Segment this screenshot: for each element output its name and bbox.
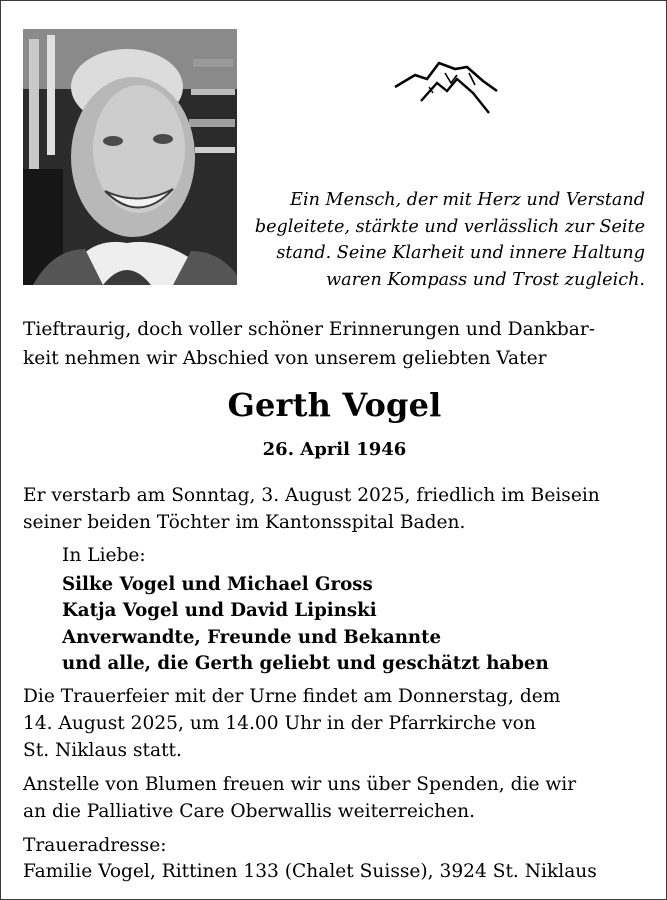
mourners-heading: In Liebe: <box>62 545 146 566</box>
intro-line: Tieftraurig, doch voller schöner Erinnerungen und Dankbar- <box>23 319 596 340</box>
deceased-name: Gerth Vogel <box>227 386 442 424</box>
funeral-line: Die Trauerfeier mit der Urne findet am Donnerstag, dem <box>23 686 561 707</box>
mourner-name: und alle, die Gerth geliebt und geschätzt haben <box>62 653 549 674</box>
funeral-line: St. Niklaus statt. <box>23 740 182 761</box>
memorial-quote <box>241 187 645 293</box>
quote-line: Ein Mensch, der mit Herz und Verstand <box>290 190 645 210</box>
quote-line: begleitete, stärkte und verlässlich zur Seite <box>254 216 645 237</box>
mountain-icon <box>393 57 499 119</box>
funeral-line: 14. August 2025, um 14.00 Uhr in der Pfarrkirche von <box>23 713 536 734</box>
quote-line: stand. Seine Klarheit und innere Haltung <box>276 243 645 264</box>
portrait-photo <box>23 29 237 285</box>
mourner-name: Silke Vogel und Michael Gross <box>62 574 373 595</box>
mourner-name: Anverwandte, Freunde und Bekannte <box>62 627 442 648</box>
mourning-address: Familie Vogel, Rittinen 133 (Chalet Suisse), 3924 St. Niklaus <box>23 861 597 882</box>
intro-line: keit nehmen wir Abschied von unserem geliebten Vater <box>23 348 547 369</box>
death-notice-line: seiner beiden Töchter im Kantonsspital Baden. <box>23 512 466 533</box>
quote-line: waren Kompass und Trost zugleich. <box>326 269 645 290</box>
birth-date: 26. April 1946 <box>262 439 407 460</box>
donation-line: Anstelle von Blumen freuen wir uns über Spenden, die wir <box>23 774 577 795</box>
address-label: Traueradresse: <box>23 835 167 856</box>
mourner-name: Katja Vogel und David Lipinski <box>62 600 377 621</box>
death-notice-line: Er verstarb am Sonntag, 3. August 2025, friedlich im Beisein <box>23 485 600 506</box>
donation-line: an die Palliative Care Oberwallis weiterreichen. <box>23 801 476 822</box>
